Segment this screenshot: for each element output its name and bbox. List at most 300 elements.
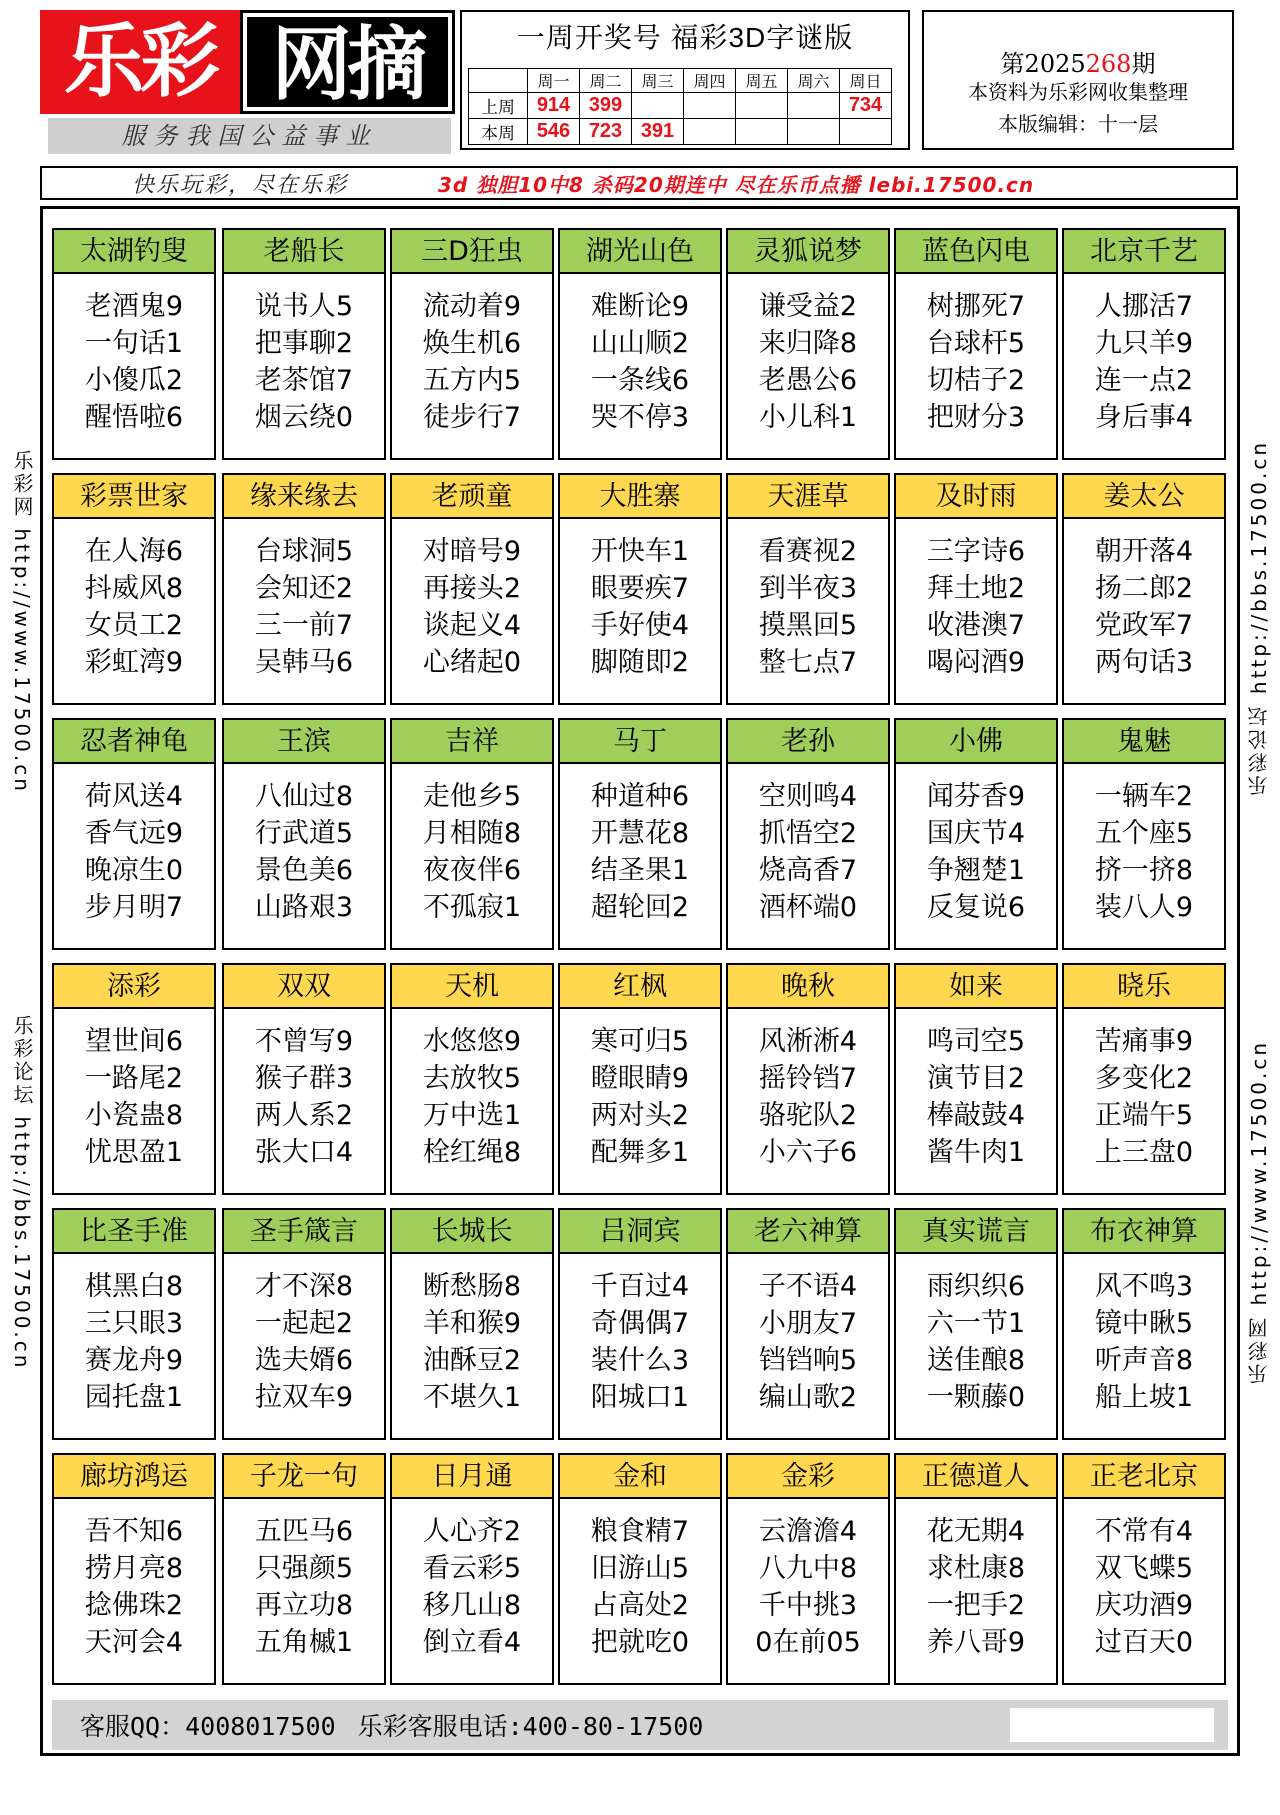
riddle-card-title: 红枫 (560, 965, 720, 1009)
riddle-line: 摸黑回5 (758, 610, 858, 641)
card-row (52, 718, 1228, 950)
card-row (52, 1453, 1228, 1685)
riddle-card (726, 963, 890, 1195)
riddle-card (894, 473, 1058, 705)
riddle-card-items (54, 1023, 214, 1171)
weekday-header: 周日 (840, 69, 892, 93)
riddle-card (52, 1453, 216, 1685)
riddle-line: 只强颜5 (254, 1553, 354, 1584)
riddle-card-title: 比圣手准 (54, 1210, 214, 1254)
riddle-card (1062, 1208, 1226, 1440)
riddle-line: 送佳酿8 (926, 1345, 1026, 1376)
riddle-line: 酒杯端0 (758, 892, 858, 923)
riddle-card-title: 真实谎言 (896, 1210, 1056, 1254)
riddle-card (390, 228, 554, 460)
riddle-line: 难断论9 (590, 291, 690, 322)
riddle-card-title: 晓乐 (1064, 965, 1224, 1009)
riddle-card-items (224, 1513, 384, 1661)
riddle-line: 一路尾2 (84, 1063, 184, 1094)
riddle-line: 苦痛事9 (1094, 1026, 1194, 1057)
riddle-card (222, 228, 386, 460)
riddle-line: 求杜康8 (926, 1553, 1026, 1584)
riddle-line: 超轮回2 (590, 892, 690, 923)
riddle-line: 小朋友7 (758, 1308, 858, 1339)
riddle-line: 五匹马6 (254, 1516, 354, 1547)
riddle-line: 不孤寂1 (422, 892, 522, 923)
riddle-line: 张大口4 (254, 1137, 354, 1168)
riddle-card (558, 1208, 722, 1440)
riddle-line: 心绪起0 (422, 647, 522, 678)
riddle-card (558, 718, 722, 950)
riddle-card-title: 吕洞宾 (560, 1210, 720, 1254)
riddle-line: 才不深8 (254, 1271, 354, 1302)
riddle-line: 台球洞5 (254, 536, 354, 567)
customer-service-qq: 客服QQ：4008017500 (80, 1712, 336, 1741)
riddle-line: 一条线6 (590, 365, 690, 396)
riddle-line: 谦受益2 (758, 291, 858, 322)
riddle-line: 风淅淅4 (758, 1026, 858, 1057)
riddle-line: 捻佛珠2 (84, 1590, 184, 1621)
riddle-line: 双飞蝶5 (1094, 1553, 1194, 1584)
riddle-card-items (728, 1513, 888, 1661)
riddle-line: 庆功酒9 (1094, 1590, 1194, 1621)
riddle-line: 说书人5 (254, 291, 354, 322)
riddle-line: 忧思盈1 (84, 1137, 184, 1168)
riddle-line: 荷风送4 (84, 781, 184, 812)
riddle-card (1062, 718, 1226, 950)
riddle-line: 不堪久1 (422, 1382, 522, 1413)
riddle-card-title: 如来 (896, 965, 1056, 1009)
riddle-card-items (560, 778, 720, 926)
riddle-line: 九只羊9 (1094, 328, 1194, 359)
riddle-card-items (1064, 1268, 1224, 1416)
riddle-line: 彩虹湾9 (84, 647, 184, 678)
riddle-line: 闻芬香9 (926, 781, 1026, 812)
riddle-line: 人心齐2 (422, 1516, 522, 1547)
riddle-card (222, 1453, 386, 1685)
riddle-card-title: 圣手箴言 (224, 1210, 384, 1254)
riddle-card (390, 1208, 554, 1440)
draw-results-panel (460, 10, 910, 150)
riddle-line: 树挪死7 (926, 291, 1026, 322)
riddle-card-title: 双双 (224, 965, 384, 1009)
riddle-line: 上三盘0 (1094, 1137, 1194, 1168)
draw-number (788, 119, 840, 145)
riddle-card-title: 日月通 (392, 1455, 552, 1499)
riddle-line: 整七点7 (758, 647, 858, 678)
riddle-card-title: 廊坊鸿运 (54, 1455, 214, 1499)
draw-number: 399 (580, 93, 632, 119)
riddle-line: 眼要疾7 (590, 573, 690, 604)
riddle-line: 望世间6 (84, 1026, 184, 1057)
riddle-card-title: 大胜寨 (560, 475, 720, 519)
riddle-card-items (728, 778, 888, 926)
riddle-card-title: 子龙一句 (224, 1455, 384, 1499)
riddle-line: 摇铃铛7 (758, 1063, 858, 1094)
draw-number (736, 119, 788, 145)
footer-bar (52, 1700, 1228, 1750)
riddle-card-items (392, 778, 552, 926)
riddle-card (726, 1453, 890, 1685)
riddle-line: 山路艰3 (254, 892, 354, 923)
riddle-line: 国庆节4 (926, 818, 1026, 849)
riddle-line: 谈起义4 (422, 610, 522, 641)
ticker-bar (40, 166, 1238, 200)
draw-number: 734 (840, 93, 892, 119)
riddle-card-items (54, 778, 214, 926)
riddle-line: 一把手2 (926, 1590, 1026, 1621)
riddle-line: 醒悟啦6 (84, 402, 184, 433)
riddle-card-items (54, 1268, 214, 1416)
riddle-line: 种道种6 (590, 781, 690, 812)
riddle-card-items (896, 533, 1056, 681)
draw-number (736, 93, 788, 119)
riddle-card (1062, 1453, 1226, 1685)
riddle-card-title: 太湖钓叟 (54, 230, 214, 274)
riddle-card (52, 718, 216, 950)
riddle-line: 赛龙舟9 (84, 1345, 184, 1376)
riddle-line: 脚随即2 (590, 647, 690, 678)
riddle-card (558, 228, 722, 460)
riddle-card-title: 老顽童 (392, 475, 552, 519)
riddle-line: 正端午5 (1094, 1100, 1194, 1131)
card-row (52, 963, 1228, 1195)
riddle-card-items (1064, 1023, 1224, 1171)
riddle-line: 养八哥9 (926, 1627, 1026, 1658)
riddle-line: 天河会4 (84, 1627, 184, 1658)
riddle-line: 女员工2 (84, 610, 184, 641)
riddle-line: 酱牛肉1 (926, 1137, 1026, 1168)
riddle-card-items (392, 533, 552, 681)
riddle-card-items (224, 1023, 384, 1171)
riddle-line: 身后事4 (1094, 402, 1194, 433)
riddle-line: 千中挑3 (758, 1590, 858, 1621)
riddle-card-items (224, 533, 384, 681)
riddle-card-title: 王滨 (224, 720, 384, 764)
riddle-card-title: 小佛 (896, 720, 1056, 764)
riddle-line: 开快车1 (590, 536, 690, 567)
riddle-line: 移几山8 (422, 1590, 522, 1621)
riddle-line: 三字诗6 (926, 536, 1026, 567)
riddle-card (558, 1453, 722, 1685)
riddle-card-items (1064, 778, 1224, 926)
riddle-card (222, 473, 386, 705)
draw-number: 391 (632, 119, 684, 145)
riddle-line: 吴韩马6 (254, 647, 354, 678)
riddle-line: 千百过4 (590, 1271, 690, 1302)
riddle-line: 切桔子2 (926, 365, 1026, 396)
weekday-header: 周二 (580, 69, 632, 93)
riddle-card-title: 缘来缘去 (224, 475, 384, 519)
riddle-line: 再接头2 (422, 573, 522, 604)
riddle-card (52, 1208, 216, 1440)
riddle-card-items (392, 1513, 552, 1661)
riddle-line: 粮食精7 (590, 1516, 690, 1547)
riddle-card-title: 晚秋 (728, 965, 888, 1009)
riddle-card-title: 老六神算 (728, 1210, 888, 1254)
riddle-card-title: 布衣神算 (1064, 1210, 1224, 1254)
riddle-line: 去放牧5 (422, 1063, 522, 1094)
side-text-right-bottom: 乐彩网 http://www.17500.cn (1247, 1040, 1271, 1384)
riddle-card (390, 718, 554, 950)
riddle-line: 到半夜3 (758, 573, 858, 604)
riddle-line: 装什么3 (590, 1345, 690, 1376)
riddle-card-items (392, 288, 552, 436)
riddle-card-items (224, 288, 384, 436)
riddle-card-items (896, 1513, 1056, 1661)
riddle-line: 烟云绕0 (254, 402, 354, 433)
riddle-line: 镜中瞅5 (1094, 1308, 1194, 1339)
riddle-card-title: 蓝色闪电 (896, 230, 1056, 274)
riddle-line: 小瓷蛊8 (84, 1100, 184, 1131)
riddle-line: 在人海6 (84, 536, 184, 567)
riddle-line: 小儿科1 (758, 402, 858, 433)
riddle-card-title: 老孙 (728, 720, 888, 764)
riddle-card-title: 鬼魅 (1064, 720, 1224, 764)
riddle-line: 八仙过8 (254, 781, 354, 812)
riddle-line: 云澹澹4 (758, 1516, 858, 1547)
weekday-header: 周六 (788, 69, 840, 93)
riddle-card-items (54, 533, 214, 681)
riddle-line: 八九中8 (758, 1553, 858, 1584)
riddle-card-title: 金和 (560, 1455, 720, 1499)
riddle-card-items (560, 288, 720, 436)
riddle-line: 焕生机6 (422, 328, 522, 359)
riddle-line: 棋黑白8 (84, 1271, 184, 1302)
riddle-line: 喝闷酒9 (926, 647, 1026, 678)
riddle-card-items (1064, 288, 1224, 436)
riddle-line: 拜土地2 (926, 573, 1026, 604)
riddle-line: 来归降8 (758, 328, 858, 359)
riddle-line: 香气远9 (84, 818, 184, 849)
riddle-line: 船上坡1 (1094, 1382, 1194, 1413)
source-note: 本资料为乐彩网收集整理 (968, 80, 1188, 104)
riddle-line: 风不鸣3 (1094, 1271, 1194, 1302)
riddle-line: 把就吃0 (590, 1627, 690, 1658)
riddle-line: 万中选1 (422, 1100, 522, 1131)
riddle-line: 三一前7 (254, 610, 354, 641)
riddle-line: 看云彩5 (422, 1553, 522, 1584)
riddle-card (726, 228, 890, 460)
riddle-card (558, 963, 722, 1195)
card-row (52, 1208, 1228, 1440)
riddle-line: 寒可归5 (590, 1026, 690, 1057)
draw-number: 546 (528, 119, 580, 145)
riddle-card-items (896, 1023, 1056, 1171)
riddle-card-items (728, 1023, 888, 1171)
riddle-card (894, 718, 1058, 950)
riddle-line: 一辆车2 (1094, 781, 1194, 812)
riddle-card-items (1064, 533, 1224, 681)
riddle-card (52, 963, 216, 1195)
riddle-line: 朝开落4 (1094, 536, 1194, 567)
riddle-line: 捞月亮8 (84, 1553, 184, 1584)
riddle-card-items (728, 288, 888, 436)
ticker-slogan: 快乐玩彩，尽在乐彩 (132, 172, 349, 198)
riddle-card (390, 963, 554, 1195)
riddle-card (726, 473, 890, 705)
riddle-card-title: 天机 (392, 965, 552, 1009)
riddle-line: 争翘楚1 (926, 855, 1026, 886)
riddle-line: 流动着9 (422, 291, 522, 322)
riddle-line: 六一节1 (926, 1308, 1026, 1339)
riddle-card-items (560, 1268, 720, 1416)
draw-number: 914 (528, 93, 580, 119)
riddle-card (726, 1208, 890, 1440)
table-corner (469, 69, 528, 93)
riddle-card-items (224, 1268, 384, 1416)
riddle-line: 晚凉生0 (84, 855, 184, 886)
card-row (52, 228, 1228, 460)
riddle-card-items (54, 1513, 214, 1661)
riddle-line: 人挪活7 (1094, 291, 1194, 322)
riddle-line: 一起起2 (254, 1308, 354, 1339)
weekday-header: 周一 (528, 69, 580, 93)
draw-number (632, 93, 684, 119)
weekday-header: 周三 (632, 69, 684, 93)
riddle-line: 挤一挤8 (1094, 855, 1194, 886)
issue-info-panel (922, 10, 1234, 150)
riddle-line: 两句话3 (1094, 647, 1194, 678)
draw-number (684, 119, 736, 145)
riddle-line: 猴子群3 (254, 1063, 354, 1094)
draw-number (788, 93, 840, 119)
riddle-card (222, 963, 386, 1195)
riddle-card-title: 姜太公 (1064, 475, 1224, 519)
side-text-left-top: 乐彩网 http://www.17500.cn (10, 450, 34, 794)
riddle-line: 一颗藤0 (926, 1382, 1026, 1413)
riddle-line: 过百天0 (1094, 1627, 1194, 1658)
riddle-line: 反复说6 (926, 892, 1026, 923)
riddle-card (894, 963, 1058, 1195)
riddle-card (390, 1453, 554, 1685)
riddle-card-title: 及时雨 (896, 475, 1056, 519)
riddle-line: 把事聊2 (254, 328, 354, 359)
issue-number: 第2025268期 (1000, 50, 1156, 78)
card-row (52, 473, 1228, 705)
riddle-card (390, 473, 554, 705)
riddle-card-items (1064, 1513, 1224, 1661)
ticker-promo-link[interactable]: 3d 独胆10中8 杀码20期连中 尽在乐币点播 lebi.17500.cn (438, 172, 1035, 197)
weekday-header: 周四 (684, 69, 736, 93)
draw-number (840, 119, 892, 145)
riddle-line: 收港澳7 (926, 610, 1026, 641)
riddle-line: 断愁肠8 (422, 1271, 522, 1302)
riddle-line: 步月明7 (84, 892, 184, 923)
riddle-line: 老酒鬼9 (84, 291, 184, 322)
riddle-line: 吾不知6 (84, 1516, 184, 1547)
riddle-card-items (560, 1513, 720, 1661)
riddle-card-items (54, 288, 214, 436)
riddle-line: 三只眼3 (84, 1308, 184, 1339)
riddle-line: 铛铛响5 (758, 1345, 858, 1376)
riddle-card-items (392, 1023, 552, 1171)
riddle-line: 五个座5 (1094, 818, 1194, 849)
riddle-line: 不曾写9 (254, 1026, 354, 1057)
riddle-card-title: 金彩 (728, 1455, 888, 1499)
riddle-line: 五角槭1 (254, 1627, 354, 1658)
riddle-card-items (728, 1268, 888, 1416)
riddle-line: 一句话1 (84, 328, 184, 359)
riddle-line: 子不语4 (758, 1271, 858, 1302)
riddle-card (1062, 963, 1226, 1195)
side-text-left-bottom: 乐彩论坛 http://bbs.17500.cn (10, 1015, 34, 1371)
riddle-line: 0在前05 (755, 1627, 861, 1658)
riddle-card (558, 473, 722, 705)
riddle-line: 夜夜伴6 (422, 855, 522, 886)
riddle-line: 对暗号9 (422, 536, 522, 567)
riddle-line: 瞪眼睛9 (590, 1063, 690, 1094)
riddle-line: 多变化2 (1094, 1063, 1194, 1094)
riddle-line: 烧高香7 (758, 855, 858, 886)
riddle-line: 结圣果1 (590, 855, 690, 886)
draw-number (684, 93, 736, 119)
logo-left-text: 乐彩 (40, 10, 240, 114)
riddle-card-title: 天涯草 (728, 475, 888, 519)
this-week-label: 本周 (469, 119, 528, 145)
riddle-line: 选夫婿6 (254, 1345, 354, 1376)
riddle-line: 连一点2 (1094, 365, 1194, 396)
riddle-card (52, 473, 216, 705)
draw-number: 723 (580, 119, 632, 145)
riddle-card-items (560, 1023, 720, 1171)
riddle-card-title: 三D狂虫 (392, 230, 552, 274)
riddle-card-title: 正德道人 (896, 1455, 1056, 1499)
riddle-card-items (896, 778, 1056, 926)
riddle-card-title: 灵狐说梦 (728, 230, 888, 274)
riddle-line: 不常有4 (1094, 1516, 1194, 1547)
riddle-card-title: 老船长 (224, 230, 384, 274)
riddle-line: 棒敲鼓4 (926, 1100, 1026, 1131)
riddle-line: 配舞多1 (590, 1137, 690, 1168)
riddle-card (1062, 473, 1226, 705)
riddle-line: 抖威风8 (84, 573, 184, 604)
riddle-line: 再立功8 (254, 1590, 354, 1621)
draw-results-table (468, 68, 892, 145)
riddle-line: 老愚公6 (758, 365, 858, 396)
riddle-card (222, 1208, 386, 1440)
riddle-card-title: 彩票世家 (54, 475, 214, 519)
weekday-header: 周五 (736, 69, 788, 93)
riddle-line: 开慧花8 (590, 818, 690, 849)
riddle-line: 两对头2 (590, 1100, 690, 1131)
riddle-line: 阳城口1 (590, 1382, 690, 1413)
riddle-card-items (392, 1268, 552, 1416)
riddle-line: 听声音8 (1094, 1345, 1194, 1376)
riddle-line: 羊和猴9 (422, 1308, 522, 1339)
riddle-line: 山山顺2 (590, 328, 690, 359)
riddle-card (52, 228, 216, 460)
riddle-card-items (896, 288, 1056, 436)
riddle-line: 扬二郎2 (1094, 573, 1194, 604)
riddle-line: 鸣司空5 (926, 1026, 1026, 1057)
riddle-card-title: 北京千艺 (1064, 230, 1224, 274)
riddle-line: 台球杆5 (926, 328, 1026, 359)
riddle-line: 景色美6 (254, 855, 354, 886)
riddle-card-title: 正老北京 (1064, 1455, 1224, 1499)
last-week-label: 上周 (469, 93, 528, 119)
editor-note: 本版编辑：十一层 (998, 112, 1158, 136)
riddle-line: 雨织织6 (926, 1271, 1026, 1302)
riddle-line: 走他乡5 (422, 781, 522, 812)
riddle-line: 占高处2 (590, 1590, 690, 1621)
riddle-line: 骆驼队2 (758, 1100, 858, 1131)
riddle-card (726, 718, 890, 950)
logo-right-text: 网摘 (240, 10, 455, 114)
riddle-line: 旧游山5 (590, 1553, 690, 1584)
riddle-card-title: 吉祥 (392, 720, 552, 764)
riddle-line: 拉双车9 (254, 1382, 354, 1413)
